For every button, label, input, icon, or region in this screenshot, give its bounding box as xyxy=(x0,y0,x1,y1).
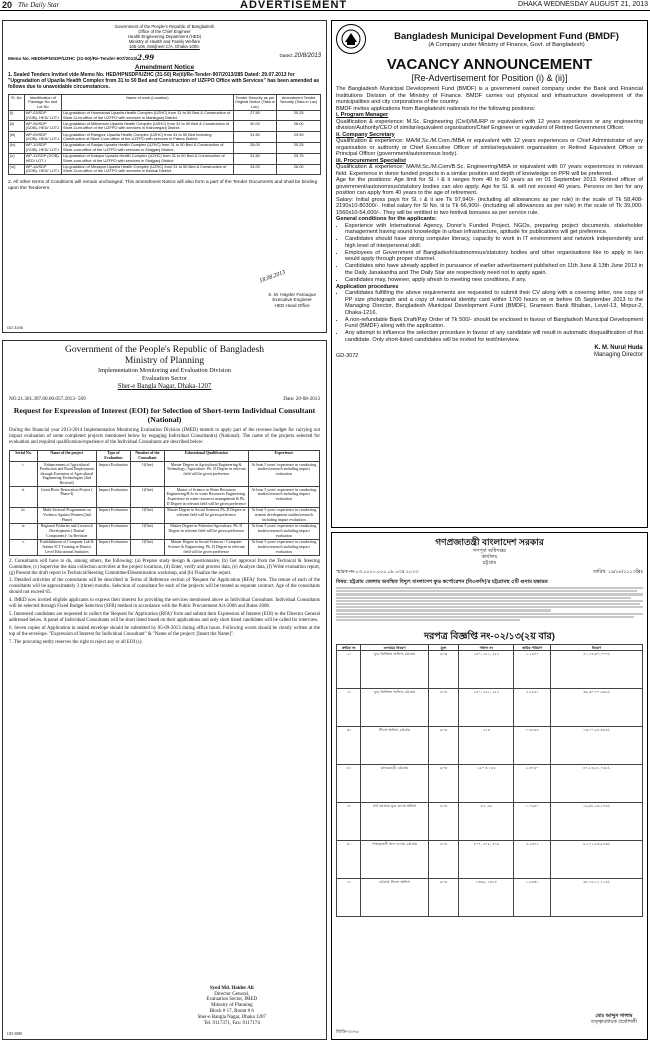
bmdf-vacancy xyxy=(331,20,648,528)
table-cell: At least 5 years' experience in conducting women development studies/research including impact evaluation xyxy=(248,507,319,523)
table-cell: WP-11/SDP (GOB)- HED/ LOT-I xyxy=(25,153,60,163)
table-row xyxy=(9,143,321,154)
table-cell: ১.৯৩৩১ xyxy=(514,879,551,917)
table-cell: ৪। xyxy=(337,765,361,803)
table-cell: ফুড ডিভিশন অফিস, চট্টগ্রাম xyxy=(361,689,428,727)
column-header: Educational Qualification xyxy=(164,450,248,461)
table-cell: (vi) xyxy=(9,164,25,175)
table-cell: ১। xyxy=(337,651,361,689)
vacancy-retitle: [Re-Advertisement for Position (i) & (ii)] xyxy=(411,73,568,83)
table-header-row xyxy=(10,450,320,461)
column-header: Sl. No xyxy=(9,95,25,110)
table-row xyxy=(337,879,643,917)
table-cell: ৪২,০২,৮৩,৮৫৩/- xyxy=(551,841,643,879)
bn-signatory xyxy=(591,1013,637,1025)
bmdf-signatory xyxy=(594,345,643,359)
bn-body-text xyxy=(336,587,643,629)
memo-handwritten: 2.99 xyxy=(137,53,155,62)
table-cell: Gorai River Restoration Project ( Phase-I) xyxy=(37,487,96,508)
table-cell: iv. xyxy=(10,523,38,539)
table-cell: ১৬,৪৮,২৬,১৭৪/- xyxy=(551,803,643,841)
column-header: জমির পরিমাণ xyxy=(514,645,551,651)
position-heading: iii. Procurement Specialist xyxy=(336,157,406,164)
table-cell: (ii) xyxy=(9,121,25,132)
table-cell: 29.75 xyxy=(277,153,321,164)
signatory-line: Block # 17, Room # 6 xyxy=(209,1009,254,1015)
eoi-ministry: Ministry of Planning xyxy=(124,356,205,366)
position-detail: Qualification & experience: MA/M.Sc./M.Com./MBA or equivalent with 12 years experiences or Chief Administrator of any organisation or authority or Chief Executive Officer of similar/equivalent organisation or Retired Equivalent Officer or Principal Officer (government/autonomous body). xyxy=(336,138,643,157)
signatory-line: Tel. 9117371, Fax: 9117174 xyxy=(203,1021,260,1027)
table-cell: Enhancement of Agricultural Production and Rural Employment through Extension of Agricultural Engineering Technologies (2nd Revised) xyxy=(37,462,96,487)
table-cell: iii. xyxy=(10,507,38,523)
bn-memo: স্মারক নং-০৩.০০০০.০০০.০৮.০৩৫.২০১৩ xyxy=(336,570,419,575)
signatory-title: Executive Engineer xyxy=(272,297,312,303)
table-cell: ৫১,০৪,৩০,০০০/- xyxy=(551,651,643,689)
table-cell: ২। xyxy=(337,689,361,727)
table-row xyxy=(9,110,321,121)
table-cell: At least 5 years' experience in conducting studies/research including impact evaluation xyxy=(248,462,319,487)
position-detail: Qualification & experience: M.Sc. Engineering (Civil)/MURP or equivalent with 12 years experiences or any engineering division/Authority/CEO of similar/equivalent organisation/Chief Engineer or equivalent of Retired Government Officer. xyxy=(336,118,643,131)
bn-line: কার্যালয় xyxy=(481,554,498,560)
table-cell: Up-gradation of Raojan Upazila Health Complex (UZHC) from 31 to 50 Bed & Construction of Store-cum-office of the UZFPO with services in Sirajganj District. xyxy=(62,143,234,154)
table-row xyxy=(10,462,320,487)
table-cell: Up-gradation of Rangpur Upazila Health Complex (UZHC) from 31 to 50 Bed including Construction of Store-Cum-office of the UZFPO with services in Pabna District. xyxy=(62,132,234,143)
position-heading: i. Program Manager xyxy=(336,112,389,118)
handwritten-signature: 18.08.2013 xyxy=(258,269,287,285)
table-cell: 1(One) xyxy=(130,462,164,487)
table-cell: (iii) xyxy=(9,132,25,143)
table-cell: ৭। xyxy=(337,879,361,917)
table-row xyxy=(9,121,321,132)
ad-code: GD-3072 xyxy=(336,353,359,359)
signatory-name: K. M. Nurul Huda xyxy=(594,345,643,351)
table-row xyxy=(337,689,643,727)
table-cell: ফুড ডিভিশন অফিস, চট্টগ্রাম xyxy=(361,651,428,689)
eoi-date: Date: 20-08-2013 xyxy=(283,396,320,402)
table-row xyxy=(337,765,643,803)
eoi-paragraph: 4. IMED now invited eligible applicants to express their interest for providing the services mentioned above as Individual Consultant. Individual Consultants will be selected through Fixed Budget Selection (SFB) method in accordance with the Public Procurement Act-2006 and Rules-2008. xyxy=(9,598,320,610)
table-cell: 30.00 xyxy=(233,121,277,132)
table-cell: ৪৭,১৩,৫১,০৫৮/- xyxy=(551,765,643,803)
eoi-paragraph: 6. Seven copies of Application in sealed envelope should be submitted by 05-09-2013 during office hours. Following words should be clearly written at the top of the envelope. "Expression of Interest for Individual Consultant" & "Name of the project: [Insert the Name]". xyxy=(9,625,320,637)
table-cell: 31.50 xyxy=(233,132,277,143)
table-cell: মাদারবাড়ী, চট্টগ্রাম xyxy=(361,765,428,803)
eoi-sector: Evaluation Sector xyxy=(142,375,187,382)
bn-line: চট্টগ্রাম xyxy=(482,560,497,566)
condition-item: • Candidates who have already applied in pursuance of earlier advertisement published on 11th June & 13th June 2013 in the Daily Janakantha and The Daily Star are respectively need not to apply again. xyxy=(345,263,643,276)
table-cell: Impact Evaluation xyxy=(96,462,130,487)
table-row xyxy=(9,153,321,164)
table-cell: ৩৫,০৯,১১,১১৪/- xyxy=(551,879,643,917)
table-cell: At least 5 years' experience in conducting studies/research including impact evaluation xyxy=(248,487,319,508)
signatory-line: Sher-e Bangla Nagar, Dhaka 1207 xyxy=(197,1015,266,1021)
page-number: 20 xyxy=(2,0,13,10)
amendment-title: Amendment Notice xyxy=(134,64,195,71)
condition-item: • Experience with International Agency, Donor's Funded Project, NGOs, preparing project documents, stakeholder management having sound knowledge in urban infrastructure, aptitude for publications will get preference. xyxy=(345,223,643,236)
table-cell: টিএস অফিস, চট্টগ্রাম xyxy=(361,727,428,765)
table-cell: WP-09/SDP (GOB)- HED/ LOT-I xyxy=(24,132,61,143)
procedure-item: • A non-refundable Bank Draft/Pay Order of Tk 500/- should be enclosed in favour of Bangladesh Municipal Development Fund (BMDF) along with the application. xyxy=(345,317,643,330)
bn-subject: বিষয়: চট্টগ্রাম জেলায় অবস্থিত বিদ্যুৎ বাংলাদেশ ফুড কর্পোরেশন (বিএফসি)'র চট্টগ্রামস্থ ৫টি গুদাম হস্তান্তর xyxy=(336,579,548,585)
amendment-notice xyxy=(2,20,327,333)
table-cell: Master Degree in Agricultural Engineering & Technology /Agriculture. Ph. D Degree in relevant field will be given preference xyxy=(164,462,248,487)
column-header: Amendment Tender Security (Taka in Lac) xyxy=(277,95,321,110)
bmdf-footer xyxy=(336,345,643,359)
table-cell: ২৫০, ২৫১, ২৫২ xyxy=(459,651,514,689)
column-header: Name of the project xyxy=(37,450,96,461)
column-header: ক্রমিক নং xyxy=(337,645,361,651)
conditions-heading: General conditions for the applicants: xyxy=(336,216,437,222)
age-limit: Age for the positions: Age limit for Sl. i & ii ranges from 40 to 60 years as on 01 September 2013. Retired officer of government/autonomous/statutory bodies can also apply. Age for Sl. iii. will not exceed 40 years. Persons on lien for any position can apply from 40 years to the age of retirement. xyxy=(336,177,643,196)
table-cell: i. xyxy=(10,462,38,487)
table-cell: ২.২৩৭২ xyxy=(514,841,551,879)
position-heading: ii. Company Secretary xyxy=(336,131,395,138)
table-cell: At least 5 years' experience in conducting studies/research including impact evaluation xyxy=(248,539,319,555)
table-cell: ২২৪ xyxy=(459,727,514,765)
column-header: দলিল নং xyxy=(459,645,514,651)
table-row xyxy=(10,507,320,523)
table-cell: ১.২৪০০ xyxy=(514,651,551,689)
table-row xyxy=(337,841,643,879)
table-cell: 25.25 xyxy=(277,110,321,121)
eoi-ref-line xyxy=(9,396,320,402)
procedure-item: • Any attempt to influence the selection procedure in favour of any candidate will result in automatic disqualification of that candidate. Only short-listed candidates will be invited for test/interview. xyxy=(345,330,643,343)
table-cell: ১৬০ ও ১৪৫ xyxy=(459,765,514,803)
amendment-letterhead xyxy=(8,24,321,49)
memo-number: Memo No. HED/HPNSDP/UZHC (31-50)/Re-Tender-907/2013/ xyxy=(8,56,138,61)
condition-item: • Candidates may, however, apply afresh to meeting new conditions, if any. xyxy=(345,277,643,284)
table-cell: ৬০৩ xyxy=(428,765,459,803)
bmdf-body xyxy=(336,86,643,343)
bmdf-name: Bangladesh Municipal Development Fund (BMDF) xyxy=(394,30,619,42)
table-cell: ৬০৩ xyxy=(428,651,459,689)
amendment-paragraph: 1. Sealed Tenders Invited vide Memo No. HED/HPNSDP/UZHC (31-50) Re(ii)/Re-Tender-907/2013/285 Dated: 29.07.2013 for "Upgradation of Upazila Health Complex from 31 to 50 Bed and Construction of UZFPO Office with Services" has been amended as follows due to unavoidable circumstances. xyxy=(8,72,320,90)
amendment-signatory xyxy=(268,292,316,308)
column-header: Tender Security as per Original Notice (Taka in Lac) xyxy=(234,94,276,109)
bmdf-intro: The Bangladesh Municipal Development Fund (BMDF) is a government owned company under the Bank and Financial Institutions Division of the Ministry of Finance. BMDF carries out physical and infrastructure development of the municipalities and city corporations of the country. xyxy=(336,86,643,105)
table-cell: 1(One) xyxy=(130,487,164,508)
table-cell: ৬৭, ৬৮ xyxy=(459,803,514,841)
signatory-title: তত্ত্বাবধায়ক প্রকৌশলী xyxy=(590,1019,637,1025)
letterhead-line: Office of the Chief Engineer xyxy=(138,29,191,34)
table-cell: ৩। xyxy=(337,727,361,765)
signatory-line: Evaluation Sector, IMED xyxy=(206,997,258,1003)
ad-code: GD-3080 xyxy=(7,1031,23,1036)
eoi-notice xyxy=(2,340,327,1040)
table-cell: ১৩,০০,৫৫,৪৪৪/- xyxy=(551,727,643,765)
signatory-name: S. M. Hayder Farouque xyxy=(268,292,316,297)
table-cell: পাহাড়তলী খাদ্য গুদাম, চট্টগ্রাম xyxy=(361,841,428,879)
table-header-row xyxy=(9,95,321,110)
table-cell: Impact Evaluation xyxy=(96,507,130,523)
table-cell: ৬০৩ xyxy=(428,841,459,879)
table-cell: ৩৯,৩০,০০,৫৬৮/- xyxy=(551,689,643,727)
table-cell: Impact Evaluation xyxy=(96,523,130,539)
column-header: Number of the Consultant xyxy=(130,450,164,461)
table-row xyxy=(10,487,320,508)
column-header: বিবরণ xyxy=(551,645,643,651)
dateline: DHAKA WEDNESDAY AUGUST 21, 2013 xyxy=(518,1,648,8)
salary-info: Salary: Initial gross pays for Sl. i & ii are Tk 97,940/- (including all allowances as per rule) in the scale of Tk 58,408-2190x10-80300/-. Initial salary for Sl No. iii is Tk 66,900/- (including all allowances as per rule) in the scale of Tk 39,000-1560x10-54,600/-. They will be entitled to two festival bonuses as per service rule. xyxy=(336,196,643,216)
amendment-table xyxy=(8,94,321,175)
table-cell: WP-06/SDP (GOB)- HED/ LOT-I xyxy=(24,121,61,132)
table-cell: 25.25 xyxy=(277,143,321,154)
table-cell: WP-10/SDP (GOB)- HED/ LOT-I xyxy=(24,143,61,154)
procedure-item: • Candidates fulfilling the above requirements are requested to submit their CV along with a covering letter, one copy of PP size photograph and a copy of national identity card within 1700 hours on or before 05 September 2013 to the Managing Director, Bangladesh Municipal Development Fund (BMDF), Grameen Bank Bhaban, Level-13, Mirpur-2, Dhaka-1216. xyxy=(345,290,643,316)
bn-memo-line xyxy=(336,569,643,577)
table-cell: ০.৩২৪৪ xyxy=(514,727,551,765)
table-cell: ৬০৩ xyxy=(428,803,459,841)
letterhead-line: Health Engineering Department (HED) xyxy=(127,34,202,39)
condition-item: • Employees of Government of Bangladesh/autonomous/statutory bodies and other organisations like to apply in lien would apply through proper channel. xyxy=(345,250,643,263)
conditions-list xyxy=(336,223,643,284)
page-header xyxy=(0,0,650,11)
bmdf-subtitle: (A Company under Ministry of Finance, Govt. of Bangladesh) xyxy=(428,41,585,48)
eoi-address: Sher-e Bangla Nagar, Dhaka-1207 xyxy=(117,383,212,390)
eoi-title: Request for Expression of Interest (EOI) for Selection of Short-term Individual Consultant (National) xyxy=(13,406,316,424)
table-cell: Master Degree in Social Sciences / Computer Science & Engineering. Ph. D Degree in relevant field will be given preference xyxy=(164,539,248,555)
table-row xyxy=(9,132,321,143)
table-cell: Regional Fisheries and Livestock Development ( Barisal Component)- 1st Revision xyxy=(37,523,96,539)
table-row xyxy=(10,539,320,555)
table-cell: 28.00 xyxy=(233,143,277,154)
table-cell: Up-gradation of Kalapur Upazila Health Complex (UZHC) from 31 to 50 Bed & Construction of Store-cum-office of the UZFPO with services in Sirajganj District. xyxy=(62,153,234,164)
signatory-office: HED Head Office xyxy=(274,302,310,308)
table-cell: 1(One) xyxy=(130,523,164,539)
eoi-paragraph: 7. The procuring entity reserves the right to reject any or all EOI (s). xyxy=(9,639,143,645)
procedures-list xyxy=(336,290,643,343)
table-cell: 26.00 xyxy=(277,164,321,175)
signatory-line: Ministry of Planning xyxy=(210,1003,253,1009)
table-cell: ২৫০, ২৫১, ২৫২ xyxy=(459,689,514,727)
condition-item: • Candidates should have strong computer literacy, capacity to work in IT environment and network independently and high level of interpersonal skill. xyxy=(345,236,643,249)
table-row xyxy=(9,164,321,175)
eoi-table xyxy=(9,450,320,556)
amendment-note: 2. All other terms of Conditions will remain unchanged. This amendment Notice will also form a part of the Tender Documents and shall be binding upon the Tenderers. xyxy=(8,180,318,191)
table-cell: Impact Evaluation xyxy=(96,487,130,508)
table-cell: নর্থ জোয়ার ফুড গুদাম অফিস xyxy=(361,803,428,841)
eoi-paragraphs xyxy=(9,559,320,646)
eoi-paragraph: 2. Consultants will have to do, among others, the following: (a) Prepare study design & questionnaire, (b) Get approval from the Technical & Steering Committee, (c) Supervise the data collection activities at the project locations, (d) Enter, verify and process data, (e) Analyze data, (f) Write evaluation report, (g) Present the draft report in Technical/Steering Committee/Dissemination workshop, and (h) Finalize the report. xyxy=(9,558,320,576)
memo-line xyxy=(8,53,321,62)
signatory-line: Director General, xyxy=(214,991,250,997)
bn-line: গণপূর্ত অধিদপ্তর xyxy=(473,548,506,554)
table-cell: Multi-Sectoral Programmes on Violence Against Women (2nd Phase) xyxy=(37,507,96,523)
section-title: ADVERTISEMENT xyxy=(240,0,348,11)
eoi-signatory xyxy=(198,986,266,1027)
ad-code: জিডি-৩০৭৫ xyxy=(336,1029,360,1034)
bengali-tender-notice xyxy=(331,532,648,1040)
table-cell: Up-gradation of Homnabad Upazila Health Complex (UZHC) from 31 to 50 Bed & Construction of Store-Cum-office of the UZFPO with services in Manikganj District. xyxy=(62,110,234,121)
table-cell: ৬০৩ xyxy=(428,879,459,917)
column-header: Name of work (Location) xyxy=(62,95,234,110)
table-cell: ২.৩৭৫০ xyxy=(514,765,551,803)
bn-title: দরপত্র বিজ্ঞপ্তি নং-০২/১৩(২য় বার) xyxy=(424,631,555,642)
column-header: Identification of Package No and Lot No xyxy=(24,95,61,110)
table-cell: 29.50 xyxy=(277,132,321,143)
procedures-heading: Application procedures xyxy=(336,283,399,290)
eoi-division: Implementation Monitoring and Evaluation Division xyxy=(98,367,231,374)
table-cell: ৬০৩ xyxy=(428,689,459,727)
table-cell: (i) xyxy=(9,110,25,121)
letterhead-line: 105-106, Motijheel C/A, Dhaka-1000. xyxy=(129,44,200,49)
bmdf-logo-icon xyxy=(336,24,366,54)
table-cell: Up-gradation of Mithamoin Upazila Health Complex (UZHC) from 31 to 50 Bed & Construction of Store-Cum-office of the UZFPO with services in Kishoreganj District. xyxy=(62,121,234,132)
eoi-paragraph: 5. Interested candidates are requested to collect the 'Request for Application (RFA)' form and submit their Expression of Interest (EOI) to the Director General addressed below. A panel of Individual Consultants will be short listed based on their applications and only short listed candidates will be called for interview. xyxy=(9,611,320,623)
column-header: গুদামের বিবরণ xyxy=(361,645,428,651)
eoi-gov: Government of the People's Republic of Bangladesh xyxy=(64,345,265,355)
bn-letterhead xyxy=(336,548,643,566)
table-row xyxy=(10,523,320,539)
table-cell: ৫। xyxy=(337,803,361,841)
table-cell: (iv) xyxy=(9,143,25,154)
bmdf-intro2: BMDF invites applications from Bangladeshi nationals for the following positions: xyxy=(336,105,536,112)
table-cell: At least 5 years' experience in conducting studies/research including impact evaluation xyxy=(248,523,319,539)
dated-handwritten: 20/8/2013 xyxy=(294,53,321,59)
ad-code: GD 3195 xyxy=(7,325,24,330)
table-cell: ২.৫৪৫১ xyxy=(514,689,551,727)
table-cell: ii. xyxy=(10,487,38,508)
table-cell: চট্টগ্রাম সিলো অফিস xyxy=(361,879,428,917)
table-cell: WP-16/SDP (GOB)- HED/ LOT-I xyxy=(24,164,61,175)
eoi-paragraph: 3. Detailed activities of the consultants will be described in Terms of Reference section of 'Request for Application (RFA)' form. The tenure of each of the consultants will be approximately 3 (three) months. Selection of consultant for each of the projects will be treated as separate contract. Age of the consultants should not exceed 65. xyxy=(9,578,320,596)
dated-label: Dated: xyxy=(279,53,294,58)
table-cell: 1(One) xyxy=(130,539,164,555)
table-row xyxy=(337,651,643,689)
table-cell: v. xyxy=(10,539,38,555)
position-detail: Qualification & experience: MA/M.Sc./M.Com/B.Sc. Engineering/MBA or equivalent with 07 years experiences in relevant field. Experience in donor funded projects in a similar position and depth of knowledge on PPR will be preferred. xyxy=(336,164,643,177)
eoi-intro: During the financial year 2013-2014 Implementation Monitoring Evaluation Division (IMED) intends to apply part of the revenue budget for carrying out impact evaluation of some completed projects mentioned below by engaging Individual Consultant(s) (National). The name of the projects selected for evaluation and required qualification/experience of the Individual Consultants are described below: xyxy=(9,428,320,445)
table-cell: Master Degree in Fisheries/Agriculture. Ph. D Degree in relevant field will be given preference xyxy=(164,523,248,539)
table-row xyxy=(337,803,643,841)
table-cell: Up-gradation of Mirzapur Upazila Health Complex (UZHC) from 31 to 50 Bed & Construction of Store-Cum-office of the UZFPO with services in Barisal District. xyxy=(62,164,234,175)
table-cell: 33.00 xyxy=(233,164,277,175)
column-header: Type of Evaluation xyxy=(96,450,130,461)
table-cell: Impact Evaluation xyxy=(96,539,130,555)
eoi-ref: NO.21.301.397.00.00.057.2013- 569 xyxy=(9,396,86,402)
bn-gov: গণপ্রজাতন্ত্রী বাংলাদেশ সরকার xyxy=(435,537,544,547)
letterhead-line: Government of the People's Republic of Bangladesh xyxy=(114,24,215,29)
table-cell: ১.০৬৪০ xyxy=(514,803,551,841)
bmdf-header xyxy=(336,24,643,54)
signatory-name: Syed Md. Haider Ali xyxy=(209,985,254,991)
table-cell: ৬০৩ xyxy=(428,727,459,765)
table-cell: Master Degree in Social Sciences Ph. D Degree in relevant field will be given preference xyxy=(164,507,248,523)
table-row xyxy=(337,727,643,765)
column-header: Experience xyxy=(248,450,319,461)
table-cell: (v) xyxy=(9,153,25,164)
vacancy-title: VACANCY ANNOUNCEMENT xyxy=(386,56,593,73)
bn-date: তারিখ: ১৯/০৮/২০১৩খ্রিঃ xyxy=(593,570,643,575)
table-cell: WP-03/SDP (GOB)- HED/ LOT-I xyxy=(24,110,61,121)
column-header: মূল্য xyxy=(428,645,459,651)
table-cell: 31.50 xyxy=(233,153,277,164)
table-cell: Establishment of Computer Lab & Initiate ICT Training in District Level Educational Institutes xyxy=(37,539,96,555)
table-cell: 28.00 xyxy=(277,121,321,132)
table-cell: ৫০৭, ৫০৮, ৫০৯ xyxy=(459,841,514,879)
letterhead-line: Ministry of Health and Family Welfare xyxy=(128,39,201,44)
table-cell: ৬। xyxy=(337,841,361,879)
table-cell: 27.50 xyxy=(233,110,277,121)
newspaper-name: The Daily Star xyxy=(18,1,60,9)
table-cell: 1(One) xyxy=(130,507,164,523)
signatory-title: Managing Director xyxy=(593,352,643,358)
bn-table xyxy=(336,644,643,917)
column-header: Serial No. xyxy=(10,450,38,461)
signatory-name: মোঃ আব্দুস সালাম xyxy=(595,1013,633,1019)
table-cell: ১৩৮৯, ১৪৮৫ xyxy=(459,879,514,917)
table-cell: Master of Science in Water Resources Engineering/B.Sc in water Resources Engineering. Experience in water resources management & Ph. D Degree in relevant field will be given preference xyxy=(164,487,248,508)
